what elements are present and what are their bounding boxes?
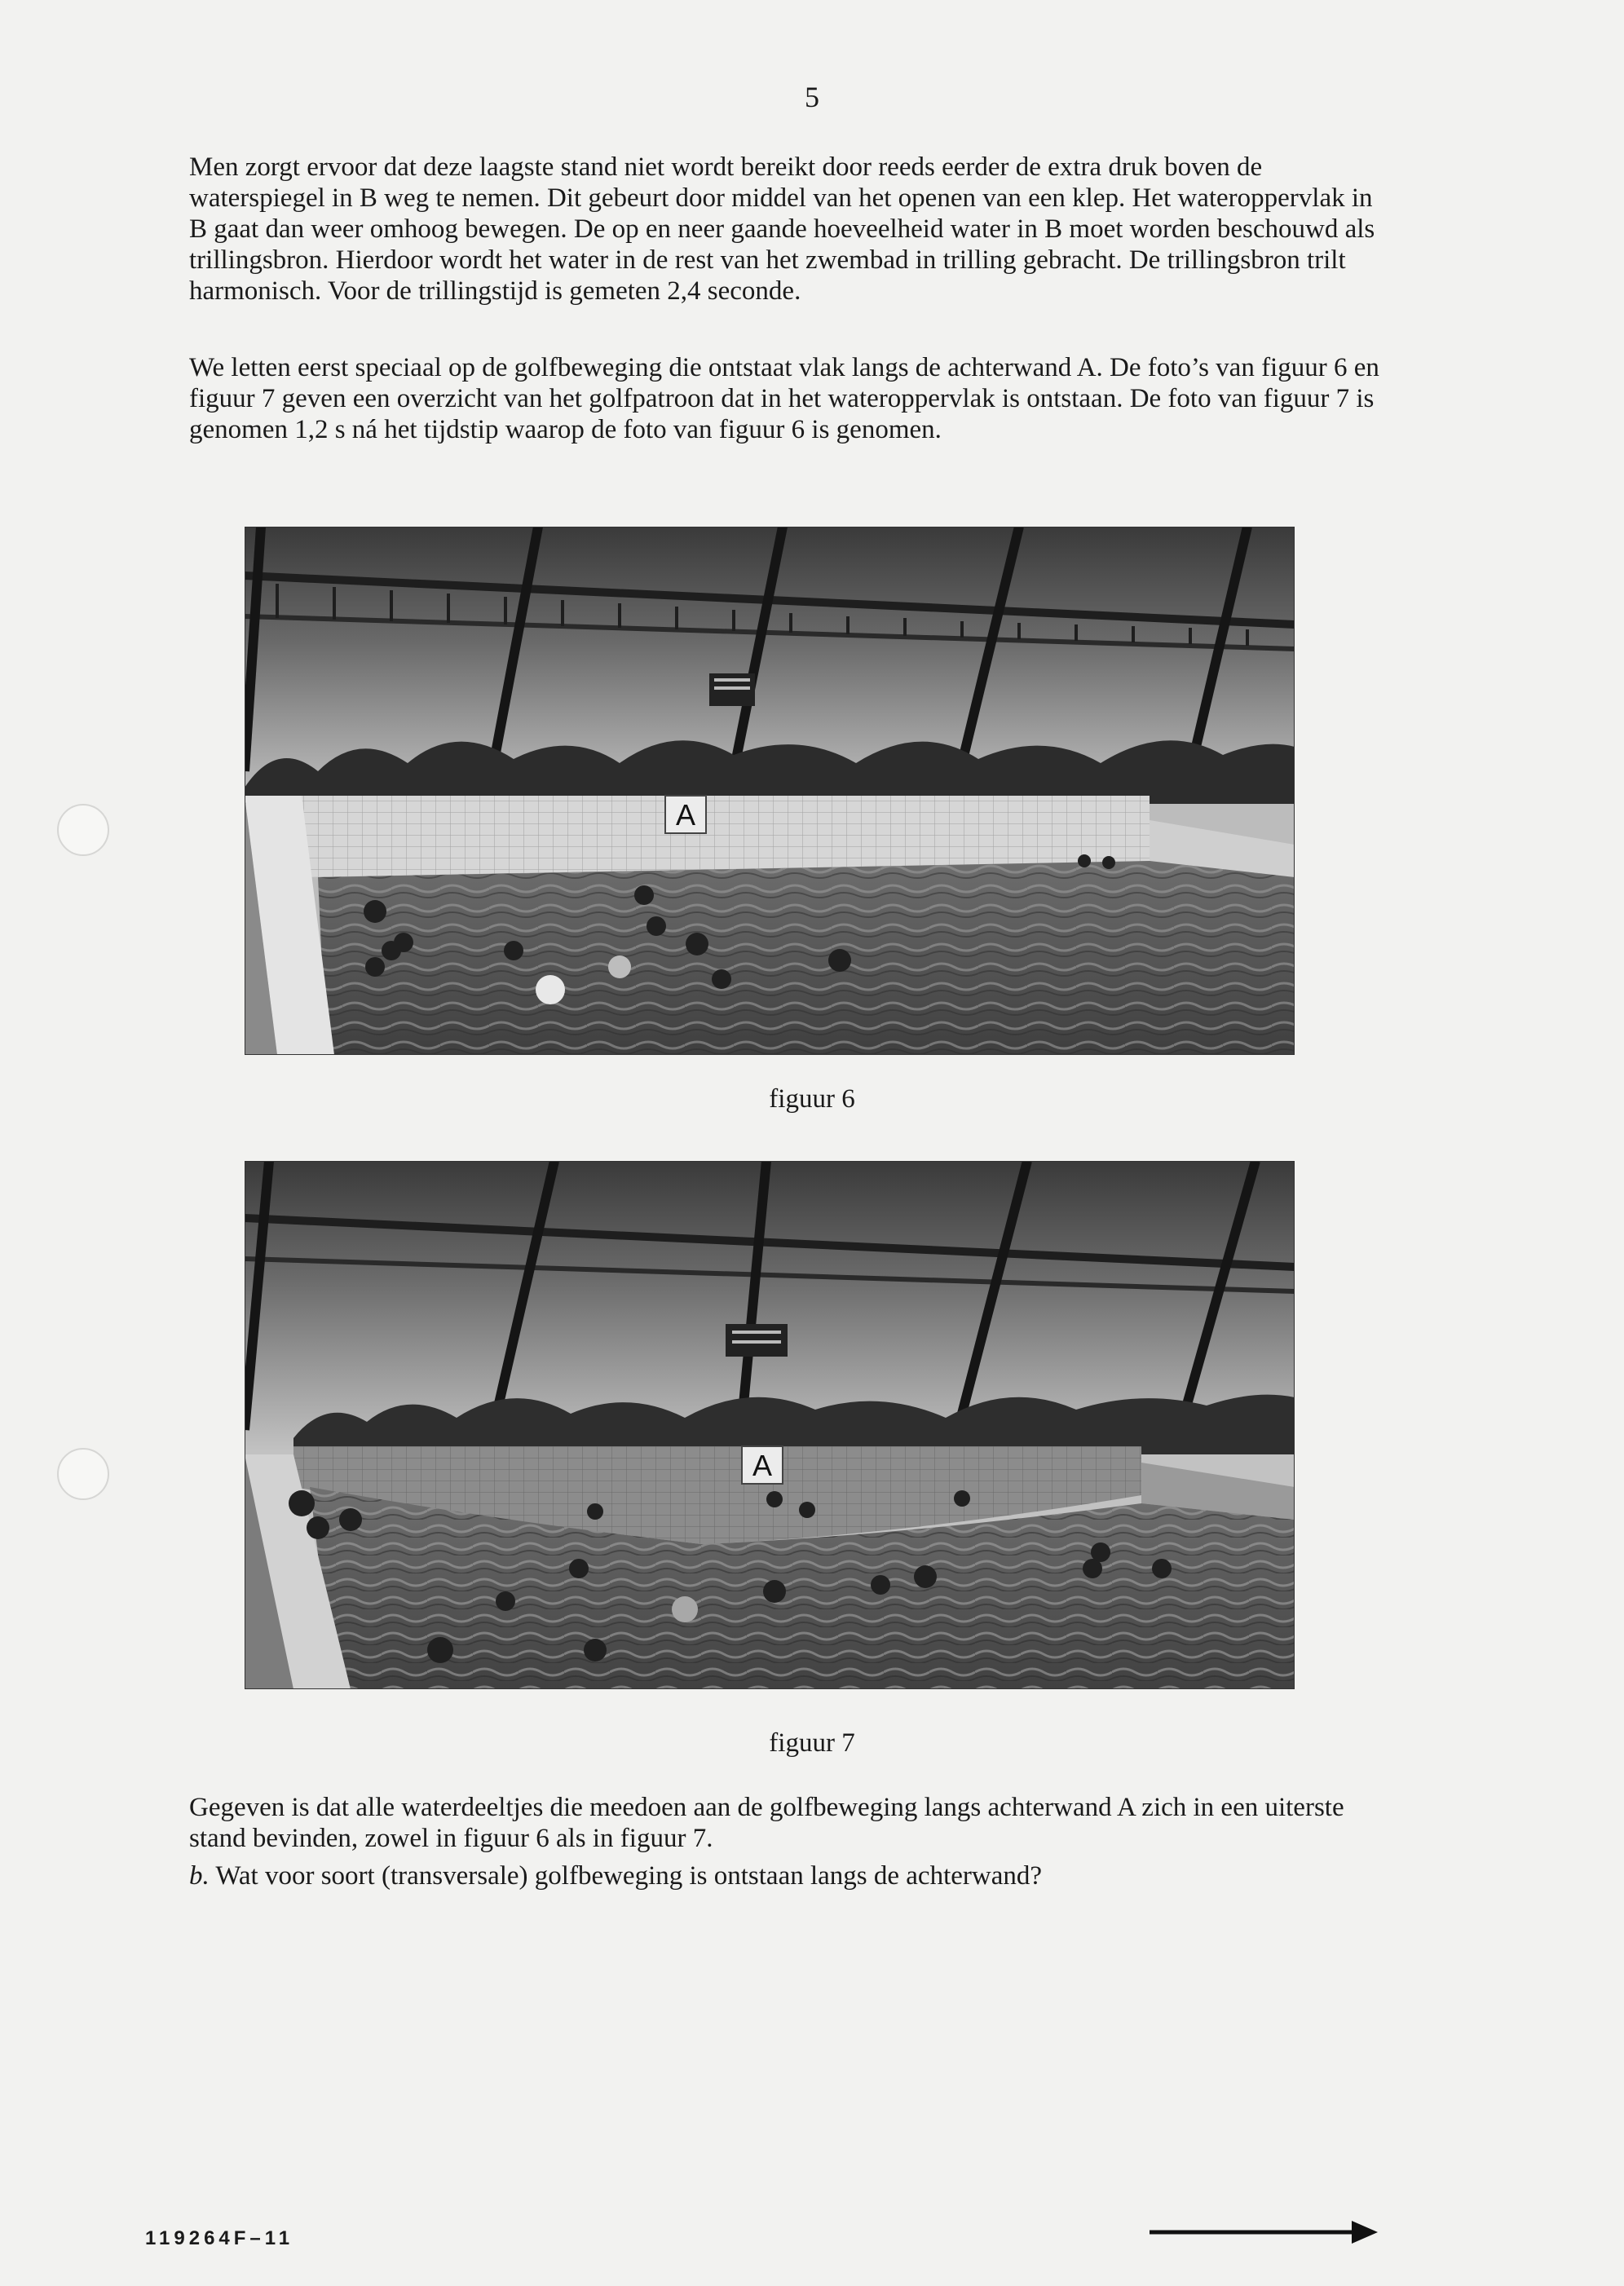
paragraph-2: [189, 352, 1396, 445]
figure-6-photo: [245, 527, 1295, 1055]
paragraph-1: [189, 152, 1396, 307]
figure-7-wall-label: A: [752, 1449, 773, 1482]
paragraph-2-text: We letten eerst speciaal op de golfbeweging die ontstaat vlak langs de achterwand A. De foto’s van figuur 6 en figuur 7 geven een overzicht van het golfpatroon dat in het wateroppervlak is ontstaan. De foto van figuur 7 is genomen 1,2 s ná het tijdstip waarop de foto van figuur 6 is genomen.: [189, 353, 1379, 444]
next-page-arrow-icon: [1150, 2216, 1378, 2248]
page-number: 5: [805, 81, 819, 113]
punch-hole-top: [57, 804, 109, 856]
question-label: b.: [189, 1861, 210, 1891]
figure-7-caption: figuur 7: [769, 1728, 855, 1758]
paragraph-3-text: Gegeven is dat alle waterdeeltjes die meedoen aan de golfbeweging langs achterwand A zich in een uiterste stand bevinden, zowel in figuur 6 als in figuur 7.: [189, 1793, 1344, 1853]
punch-hole-bottom: [57, 1448, 109, 1500]
question-b: [189, 1860, 1396, 1891]
figure-6-wall-label: A: [675, 798, 696, 832]
question-text: Wat voor soort (transversale) golfbeweging is ontstaan langs de achterwand?: [215, 1861, 1042, 1891]
paragraph-1-text: Men zorgt ervoor dat deze laagste stand niet wordt bereikt door reeds eerder de extra druk boven de waterspiegel in B weg te nemen. Dit gebeurt door middel van het openen van een klep. Het wateroppervlak in B gaat dan weer omhoog bewegen. De op en neer gaande hoeveelheid water in B moet worden beschouwd als trillingsbron. Hierdoor wordt het water in de rest van het zwembad in trilling gebracht. De trillingsbron trilt harmonisch. Voor de trillingstijd is gemeten 2,4 seconde.: [189, 152, 1375, 306]
figure-7-photo: [245, 1161, 1295, 1689]
figure-6-caption: figuur 6: [769, 1084, 855, 1114]
paragraph-3: [189, 1792, 1396, 1854]
footer-code: 119264F–11: [145, 2227, 294, 2249]
